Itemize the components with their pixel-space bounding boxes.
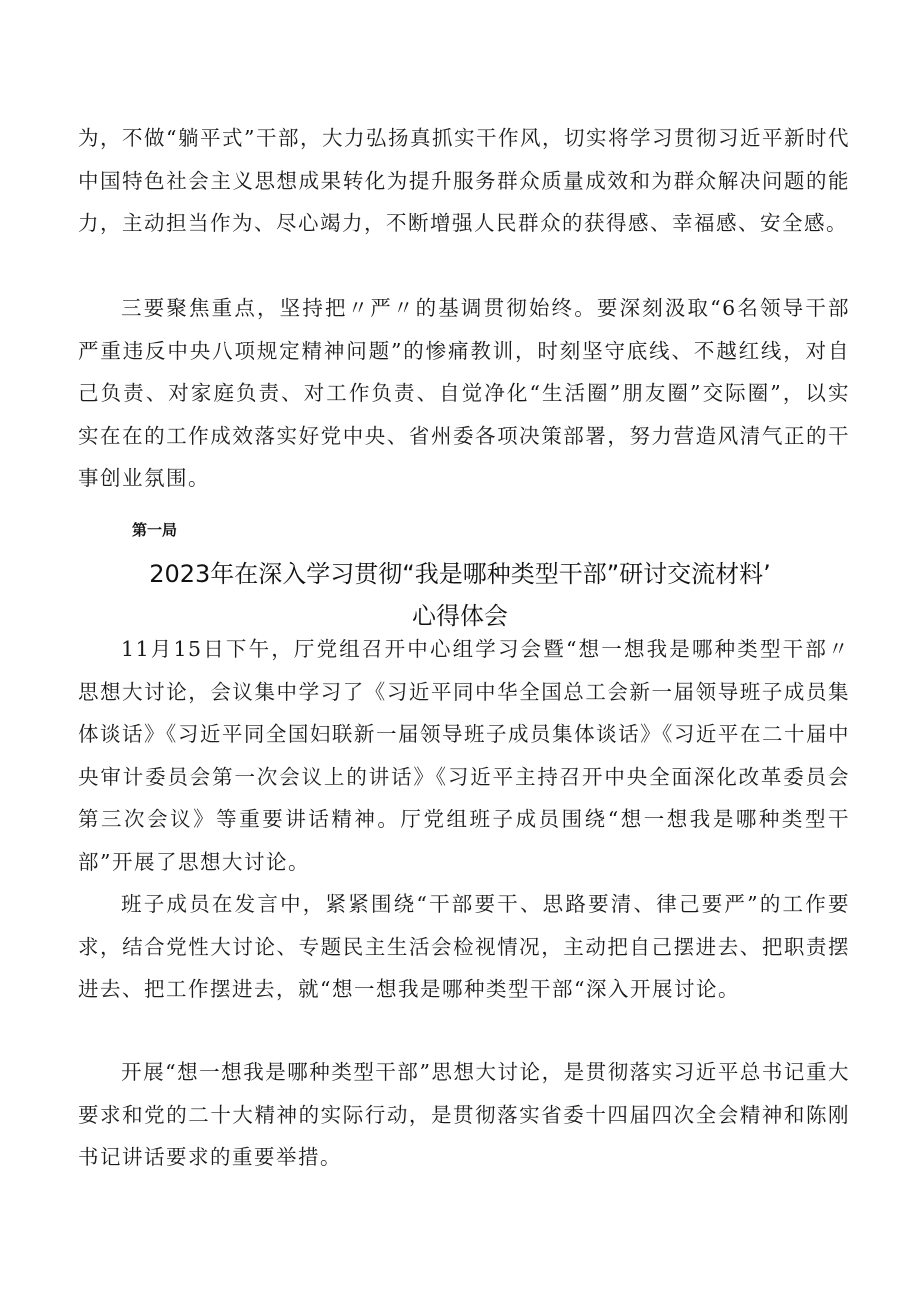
body-paragraph: 班子成员在发言中，紧紧围绕“干部要干、思路要清、律己要严”的工作要求，结合党性大讨论、专题民主生活会检视情况，主动把自己摆进去、把职责摆进去、把工作摆进去，就“想一想我是哪种类型干部“深入开展讨论。 [78,892,850,1001]
body-paragraph: 为，不做“躺平式”干部，大力弘扬真抓实干作风，切实将学习贯彻习近平新时代中国特色社会主义思想成果转化为提升服务群众质量成效和为群众解决问题的能力，主动担当作为、尽心竭力，不断增强人民群众的获得感、幸福感、安全感。 [78,126,850,235]
title-line-1: 2023年在深入学习贯彻“我是哪种类型干部”研讨交流材料’ [149,560,771,588]
title-line-2: 心得体会 [412,602,508,630]
body-paragraph: 三要聚焦重点，坚持把〃严〃的基调贯彻始终。要深刻汲取“6名领导干部严重违反中央八项规定精神问题”的惨痛教训，时刻坚守底线、不越红线，对自己负责、对家庭负责、对工作负责、自觉净化“生活圈”朋友圈”交际圈”，以实实在在的工作成效落实好党中央、省州委各项决策部署，努力营造风清气正的干事创业氛围。 [78,296,850,490]
document-title [60,553,860,637]
section-label: 第一局 [132,521,178,539]
body-paragraph: 开展“想一想我是哪种类型干部”思想大讨论，是贯彻落实习近平总书记重大要求和党的二十大精神的实际行动，是贯彻落实省委十四届四次全会精神和陈刚书记讲话要求的重要举措。 [78,1060,850,1169]
body-paragraph: 11月15日下午，厅党组召开中心组学习会暨“想一想我是哪种类型干部〃思想大讨论，会议集中学习了《习近平同中华全国总工会新一届领导班子成员集体谈话》《习近平同全国妇联新一届领导班子成员集体谈话》《习近平在二十届中央审计委员会第一次会议上的讲话》《习近平主持召开中央全面深化改革委员会第三次会议》等重要讲话精神。厅党组班子成员围绕“想一想我是哪种类型干部”开展了思想大讨论。 [78,637,850,874]
